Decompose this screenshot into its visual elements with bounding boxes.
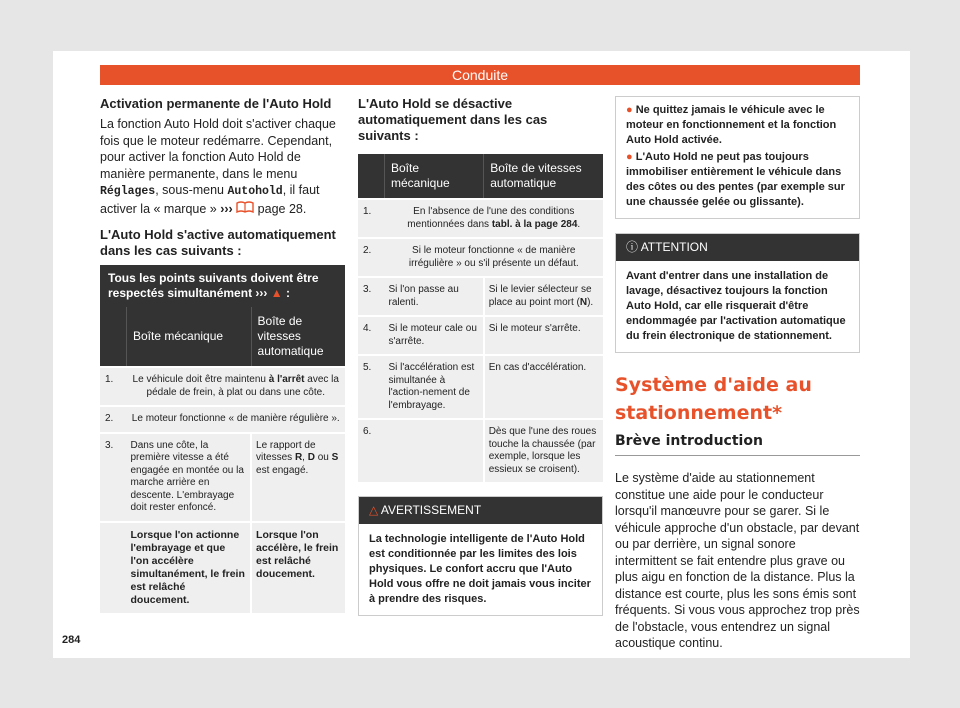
submenu-autohold: Autohold (227, 185, 283, 198)
attention-title: ATTENTION (640, 240, 708, 254)
section-header: Conduite (100, 65, 860, 85)
subsection-title: Brève introduction (615, 433, 860, 457)
row-number (100, 522, 127, 613)
row-number: 3. (358, 277, 385, 316)
heading-permanent-activation: Activation permanente de l'Auto Hold (100, 96, 332, 111)
cell: Le moteur fonctionne « de manière régulière ». (127, 406, 346, 433)
warning-text: La technologie intelligente de l'Auto Hold est conditionnée par les limites des lois physiques. Le confort accru que l'Auto Hold vous offre ne doit jamais vous inciter à prendre des risques. (369, 532, 591, 605)
table-row (358, 419, 603, 482)
table-row (358, 199, 603, 238)
bullet-icon: ● (626, 151, 633, 163)
cell: Si le moteur fonctionne « de manière irrégulière » ou s'il présente un défaut. (385, 238, 604, 277)
gear-s: S (331, 452, 339, 463)
table-row (358, 277, 603, 316)
cell: Si l'accélération est simultanée à l'action-nement de l'embrayage. (385, 355, 484, 419)
cell (251, 433, 345, 522)
header-num (100, 307, 127, 367)
cell: Si l'on passe au ralenti. (385, 277, 484, 316)
table-row (100, 367, 345, 406)
cell: Si le moteur cale ou s'arrête. (385, 316, 484, 355)
warning-header (359, 497, 602, 524)
cell: Si le moteur s'arrête. (484, 316, 603, 355)
gear-d: D (307, 452, 315, 463)
header-manual: Boîte mécanique (127, 307, 252, 367)
text: . (577, 218, 581, 230)
book-reference-icon (236, 202, 254, 216)
table-title-text: Tous les points suivants doivent être respectés simultanément ››› (108, 271, 319, 300)
row-number: 3. (100, 433, 127, 522)
warning-continuation-box (615, 96, 860, 219)
cell: En cas d'accélération. (484, 355, 603, 419)
paragraph-permanent-activation (100, 116, 345, 217)
activation-conditions-table (100, 263, 345, 613)
cell: Dans une côte, la première vitesse a été engagée en montée ou la marche arrière en descente. L'embrayage doit rester enfoncé. (127, 433, 252, 522)
reference-arrows: ››› (220, 201, 233, 216)
text: ou (314, 452, 332, 463)
bullet-item (626, 150, 849, 210)
warning-triangle-icon: ▲ (270, 286, 283, 300)
header-automatic: Boîte de vitesses automatique (251, 307, 345, 367)
table-row (358, 238, 603, 277)
heading-auto-deactivation: L'Auto Hold se désactive automatiquement dans les cas suivants : (358, 96, 548, 143)
table-reference-link[interactable]: tabl. à la page 284 (491, 218, 578, 230)
row-number: 1. (100, 367, 127, 406)
page-number: 284 (62, 634, 81, 646)
text: , il faut activer la « marque » (100, 183, 320, 216)
warning-triangle-icon: △ (369, 503, 379, 517)
table-title-end: : (282, 286, 290, 300)
table-row (100, 406, 345, 433)
bullet-icon: ● (626, 104, 633, 116)
bullet-item (626, 103, 849, 148)
row-number: 4. (358, 316, 385, 355)
row-number: 6. (358, 419, 385, 482)
row-number: 2. (358, 238, 385, 277)
row-number: 2. (100, 406, 127, 433)
header-automatic: Boîte de vitesses automatique (484, 154, 603, 199)
cell: Lorsque l'on accélère, le frein est relâché doucement. (251, 522, 345, 613)
page-reference-link[interactable]: page 28. (254, 201, 307, 216)
text: , (302, 452, 308, 463)
info-circle-icon: ⓘ (626, 240, 639, 254)
deactivation-conditions-table (358, 154, 603, 482)
cell: Lorsque l'on actionne l'embrayage et que l'on accélère simultanément, le frein est relâché doucement. (127, 522, 252, 613)
column-right (615, 96, 860, 662)
column-left (100, 96, 345, 613)
table-title (100, 264, 345, 307)
cell (385, 419, 484, 482)
header-manual: Boîte mécanique (385, 154, 484, 199)
table-row (100, 433, 345, 522)
table-row (358, 355, 603, 419)
gear-n: N (579, 296, 588, 308)
warning-title: AVERTISSEMENT (380, 503, 482, 517)
section-title: Système d'aide au stationnement* (615, 373, 812, 424)
text: Si le levier sélecteur se place au point mort ( (488, 284, 592, 308)
cell: Dès que l'une des roues touche la chaussée (par exemple, lorsque les essieux se croisent). (484, 419, 603, 482)
gear-r: R (294, 452, 303, 463)
text: La fonction Auto Hold doit s'activer chaque fois que le moteur redémarre. Cependant, pour activer la fonction Auto Hold de manière permanente, dans le menu (100, 117, 336, 181)
attention-header (616, 234, 859, 261)
bullet-text: L'Auto Hold ne peut pas toujours immobiliser entièrement le véhicule dans des côtes ou des pentes (par exemple sur une chaussée gelée ou glissante). (626, 151, 845, 208)
intro-paragraph: Le système d'aide au stationnement constitue une aide pour le conducteur lorsqu'il manœuvre pour se garer. Si le véhicule approche d'un obstacle, par devant ou par derrière, un signal sonore intermittent se fait entendre plus grave ou plus aigu en fonction de la distance. Plus la distance est courte, plus les sons émis sont fréquents. Si vous vous approchez trop près de l'obstacle, vous entendrez un signal acoustique continu. (615, 471, 860, 650)
attention-box (615, 233, 860, 353)
heading-auto-activation: L'Auto Hold s'active automatiquement dans les cas suivants : (100, 227, 336, 258)
text: avec la pédale de frein, à plat ou dans une côte. (146, 374, 339, 398)
warning-box (358, 496, 603, 616)
row-number: 5. (358, 355, 385, 419)
cell (385, 199, 604, 238)
header-num (358, 154, 385, 199)
cell (484, 277, 603, 316)
text: est engagé. (256, 464, 309, 476)
attention-text: Avant d'entrer dans une installation de lavage, désactivez toujours la fonction Auto Hold, car elle risquerait d'être endommagée par l'activation automatique du frein électronique de stationnement. (626, 269, 846, 342)
text: , sous-menu (155, 183, 228, 197)
column-middle (358, 96, 603, 616)
text: En l'absence de l'une des conditions mentionnées dans (407, 206, 575, 230)
text-bold: à l'arrêt (268, 374, 305, 385)
text: Le rapport de vitesses (256, 439, 316, 463)
text: ). (587, 296, 594, 308)
table-row (358, 316, 603, 355)
menu-reglages: Réglages (100, 185, 156, 198)
table-row (100, 522, 345, 613)
text: Le véhicule doit être maintenu (132, 374, 269, 385)
cell (127, 367, 346, 406)
row-number: 1. (358, 199, 385, 238)
bullet-text: Ne quittez jamais le véhicule avec le moteur en fonctionnement et la fonction Auto Hold activée. (626, 104, 837, 146)
